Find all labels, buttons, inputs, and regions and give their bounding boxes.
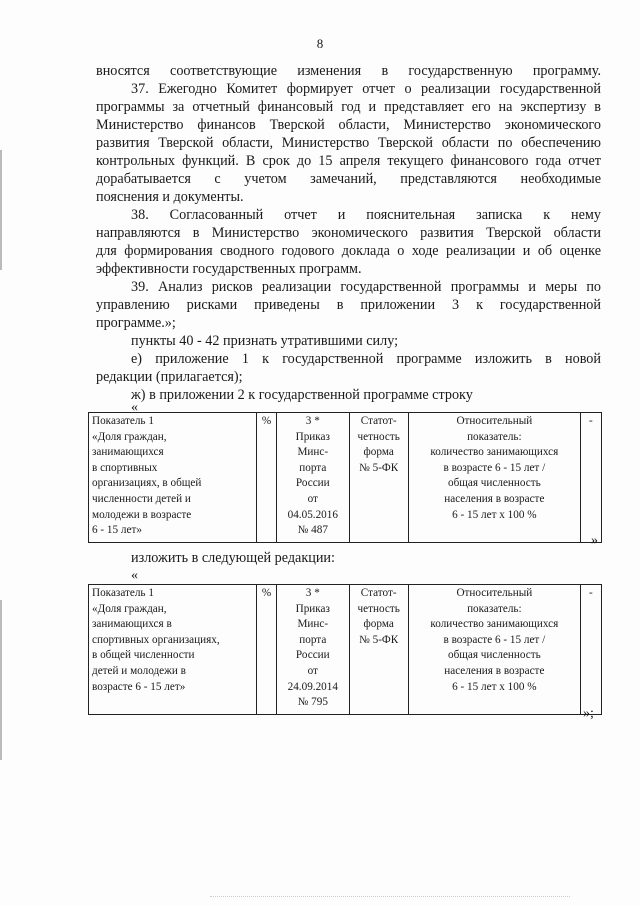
source-cell: 3 * Приказ Минс- порта России от 04.05.2016 № 487 xyxy=(277,413,349,543)
text-line: ж) в приложении 2 к государственной программе строку xyxy=(131,387,473,403)
table-row xyxy=(89,585,602,715)
scan-artifact-line xyxy=(210,896,570,897)
extra-cell: - xyxy=(580,413,601,543)
page-number: 8 xyxy=(316,36,324,51)
text-line: дорабатывается с учетом замечаний, представляются необходимые xyxy=(96,171,601,187)
transition-text: изложить в следующей редакции: xyxy=(131,550,335,566)
open-quote: « xyxy=(131,400,138,415)
indicator-cell: Показатель 1 «Доля граждан, занимающихся в спортивных организациях, в общей численности детей и молодежи в возрасте 6 - 15 лет» xyxy=(89,413,257,543)
table-row xyxy=(89,413,602,543)
text-line: пункты 40 - 42 признать утратившими силу; xyxy=(131,333,399,349)
text-line: е) приложение 1 к государственной программе изложить в новой xyxy=(131,351,601,367)
text-line: контрольных функций. В срок до 15 апреля текущего финансового года отчет xyxy=(96,153,601,169)
indicator-cell: Показатель 1 «Доля граждан, занимающихся в спортивных организациях, в общей численности детей и молодежи в возрасте 6 - 15 лет» xyxy=(89,585,257,715)
extra-cell: - xyxy=(580,585,601,715)
text-line: редакции (прилагается); xyxy=(96,369,243,385)
text-line: 37. Ежегодно Комитет формирует отчет о реализации государственной xyxy=(131,81,601,97)
text-line: для формирования сводного годового доклада о ходе реализации и об оценке xyxy=(96,243,601,259)
indicator-table-old xyxy=(88,412,602,543)
method-cell: Относительный показатель: количество занимающихся в возрасте 6 - 15 лет / общая численность населения в возрасте 6 - 15 лет х 100 % xyxy=(408,413,580,543)
open-quote: « xyxy=(131,568,138,583)
close-quote: »; xyxy=(583,706,594,721)
scan-edge-mark xyxy=(0,600,2,760)
source-cell: 3 * Приказ Минс- порта России от 24.09.2014 № 795 xyxy=(277,585,349,715)
text-line: направляются в Министерство экономического развития Тверской области xyxy=(96,225,601,241)
text-line: 38. Согласованный отчет и пояснительная записка к нему xyxy=(131,207,601,223)
method-cell: Относительный показатель: количество занимающихся в возрасте 6 - 15 лет / общая численность населения в возрасте 6 - 15 лет х 100 % xyxy=(408,585,580,715)
text-line: программы за отчетный финансовый год и представляет его на экспертизу в xyxy=(96,99,601,115)
unit-cell: % xyxy=(256,585,276,715)
text-line: эффективности государственных программ. xyxy=(96,261,362,277)
text-line: 39. Анализ рисков реализации государственной программы и меры по xyxy=(131,279,601,295)
reporting-cell: Статот- четность форма № 5-ФК xyxy=(349,413,408,543)
close-quote: » xyxy=(591,533,598,548)
reporting-cell: Статот- четность форма № 5-ФК xyxy=(349,585,408,715)
indicator-table-new xyxy=(88,584,602,715)
text-line: пояснения и документы. xyxy=(96,189,244,205)
text-line: вносятся соответствующие изменения в государственную программу. xyxy=(96,63,601,79)
unit-cell: % xyxy=(256,413,276,543)
text-line: программе.»; xyxy=(96,315,176,331)
text-line: развития Тверской области, Министерство Тверской области по обеспечению xyxy=(96,135,601,151)
text-line: Министерство финансов Тверской области, Министерство экономического xyxy=(96,117,601,133)
text-line: управлению рисками приведены в приложении 3 к государственной xyxy=(96,297,601,313)
scan-edge-mark xyxy=(0,150,2,270)
